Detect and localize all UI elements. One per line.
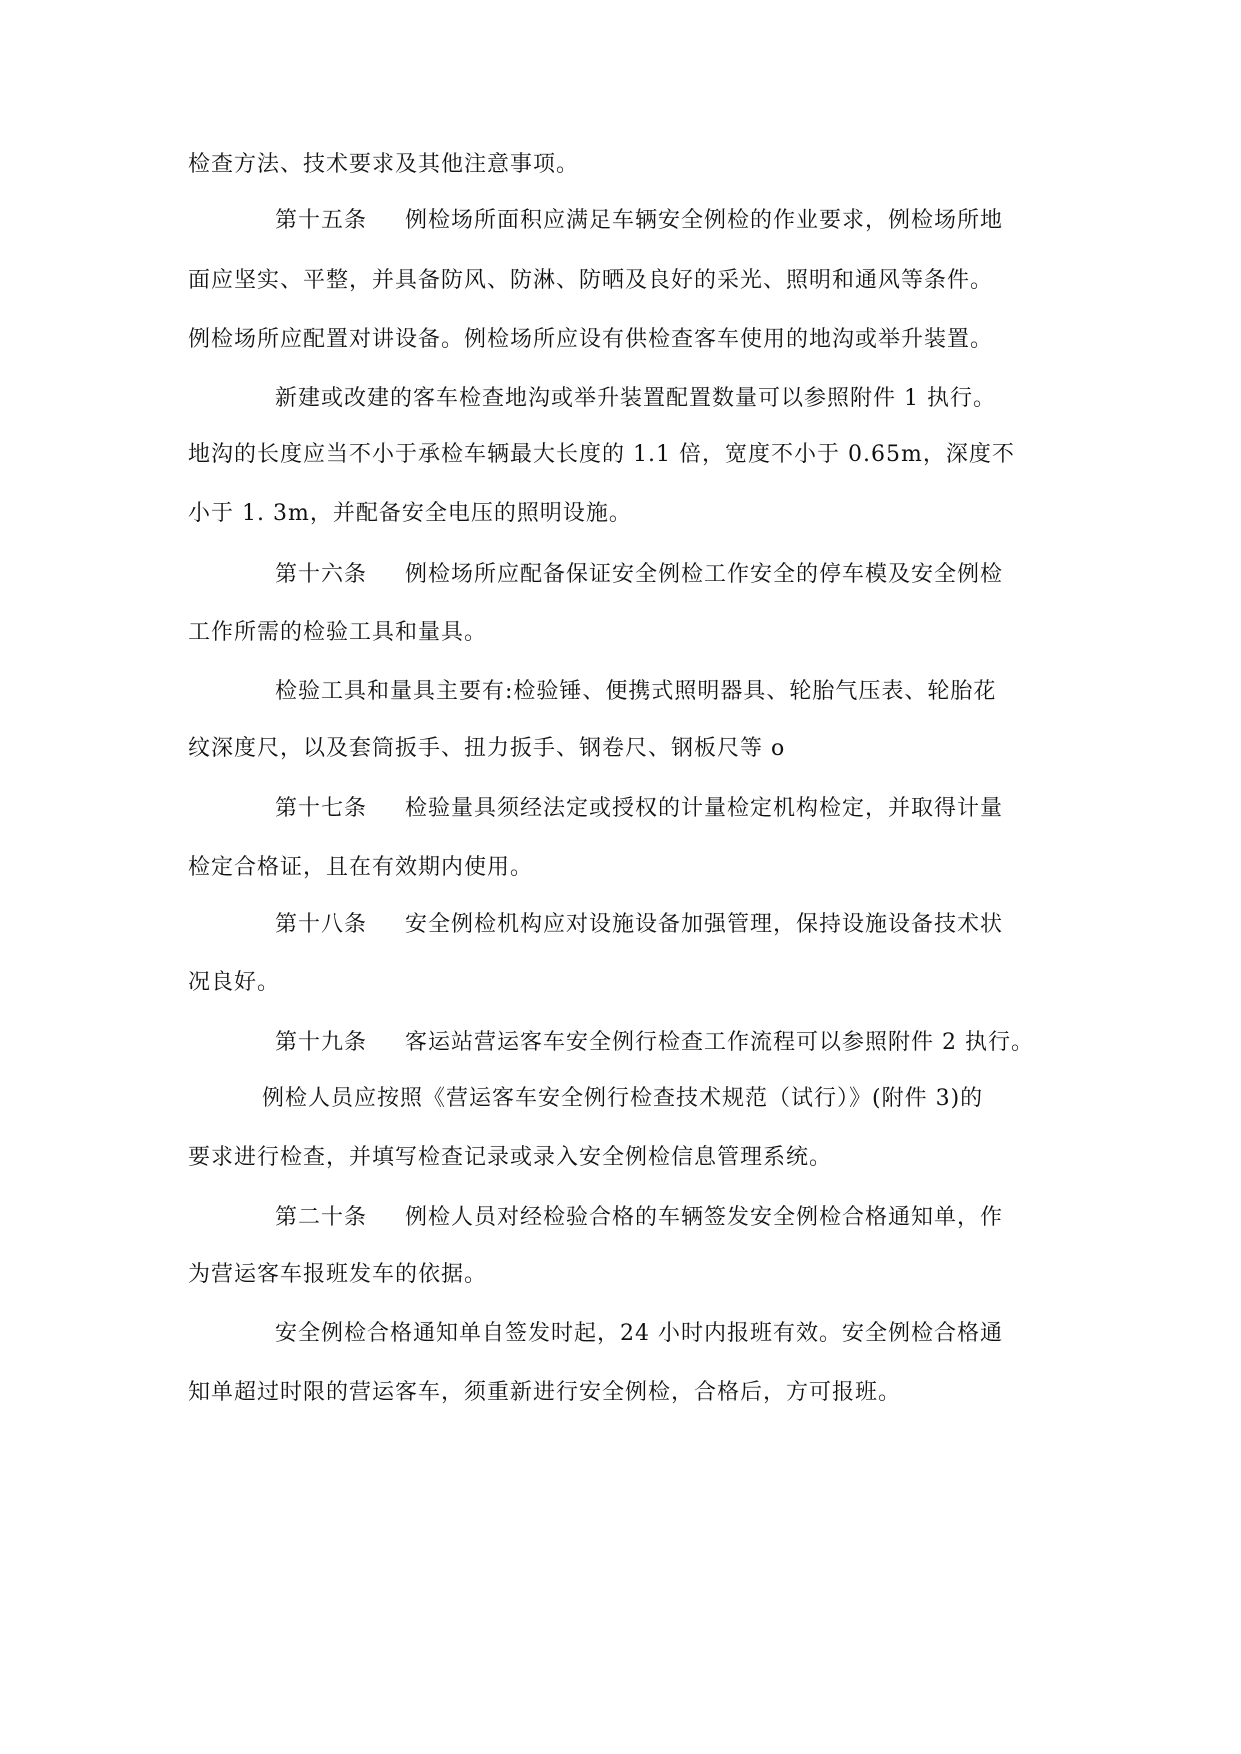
paragraph-line	[188, 968, 280, 998]
article-number: 第十七条	[275, 796, 368, 821]
paragraph-line	[275, 384, 996, 414]
paragraph-line	[188, 499, 632, 529]
paragraph-line	[262, 1084, 983, 1114]
line-text: 面应坚实、平整，并具备防风、防淋、防晒及良好的采光、照明和通风等条件。	[188, 268, 994, 293]
line-text: 小于 1. 3m，并配备安全电压的照明设施。	[188, 501, 632, 526]
paragraph-line	[275, 677, 996, 707]
article-16-line	[275, 560, 1003, 590]
paragraph-line	[275, 1319, 1003, 1349]
line-text: 纹深度尺，以及套筒扳手、扭力扳手、钢卷尺、钢板尺等 o	[188, 736, 786, 761]
line-text: 例检人员应按照《营运客车安全例行检查技术规范（试行）》(附件 3)的	[262, 1086, 984, 1111]
line-text: 要求进行检查，并填写检查记录或录入安全例检信息管理系统。	[188, 1145, 833, 1170]
article-18-line	[275, 910, 1003, 940]
line-text: 例检场所应配备保证安全例检工作安全的停车模及安全例检	[405, 562, 1004, 587]
paragraph-line	[188, 853, 533, 883]
line-text: 例检场所应配置对讲设备。例检场所应设有供检查客车使用的地沟或举升装置。	[188, 327, 994, 352]
line-text: 检查方法、技术要求及其他注意事项。	[188, 152, 580, 177]
paragraph-line	[188, 440, 1015, 470]
paragraph-line	[188, 734, 785, 764]
article-19-line	[275, 1028, 1034, 1058]
paragraph-line	[188, 150, 579, 180]
article-number: 第十八条	[275, 912, 368, 937]
article-15-line	[275, 206, 1003, 236]
article-number: 第二十条	[275, 1205, 368, 1230]
line-text: 新建或改建的客车检查地沟或举升装置配置数量可以参照附件 1 执行。	[275, 386, 996, 411]
line-text: 况良好。	[188, 970, 281, 995]
line-text: 安全例检机构应对设施设备加强管理，保持设施设备技术状	[405, 912, 1004, 937]
article-number: 第十九条	[275, 1030, 368, 1055]
line-text: 工作所需的检验工具和量具。	[188, 620, 488, 645]
line-text: 检定合格证，且在有效期内使用。	[188, 855, 534, 880]
paragraph-line	[188, 1260, 487, 1290]
article-17-line	[275, 794, 1003, 824]
paragraph-line	[188, 1378, 901, 1408]
article-number: 第十六条	[275, 562, 368, 587]
article-number: 第十五条	[275, 208, 368, 233]
line-text: 安全例检合格通知单自签发时起，24 小时内报班有效。安全例检合格通	[275, 1321, 1003, 1346]
line-text: 为营运客车报班发车的依据。	[188, 1262, 488, 1287]
paragraph-line	[188, 325, 993, 355]
line-text: 例检人员对经检验合格的车辆签发安全例检合格通知单，作	[405, 1205, 1004, 1230]
line-text: 地沟的长度应当不小于承检车辆最大长度的 1.1 倍，宽度不小于 0.65m，深度不	[188, 442, 1015, 467]
line-text: 检验工具和量具主要有:检验锤、便携式照明器具、轮胎气压表、轮胎花	[275, 679, 997, 704]
paragraph-line	[188, 1143, 832, 1173]
paragraph-line	[188, 266, 993, 296]
article-20-line	[275, 1203, 1003, 1233]
line-text: 例检场所面积应满足车辆安全例检的作业要求，例检场所地	[405, 208, 1004, 233]
paragraph-line	[188, 618, 487, 648]
line-text: 知单超过时限的营运客车，须重新进行安全例检，合格后，方可报班。	[188, 1380, 902, 1405]
line-text: 客运站营运客车安全例行检查工作流程可以参照附件 2 执行。	[405, 1030, 1035, 1055]
line-text: 检验量具须经法定或授权的计量检定机构检定，并取得计量	[405, 796, 1004, 821]
